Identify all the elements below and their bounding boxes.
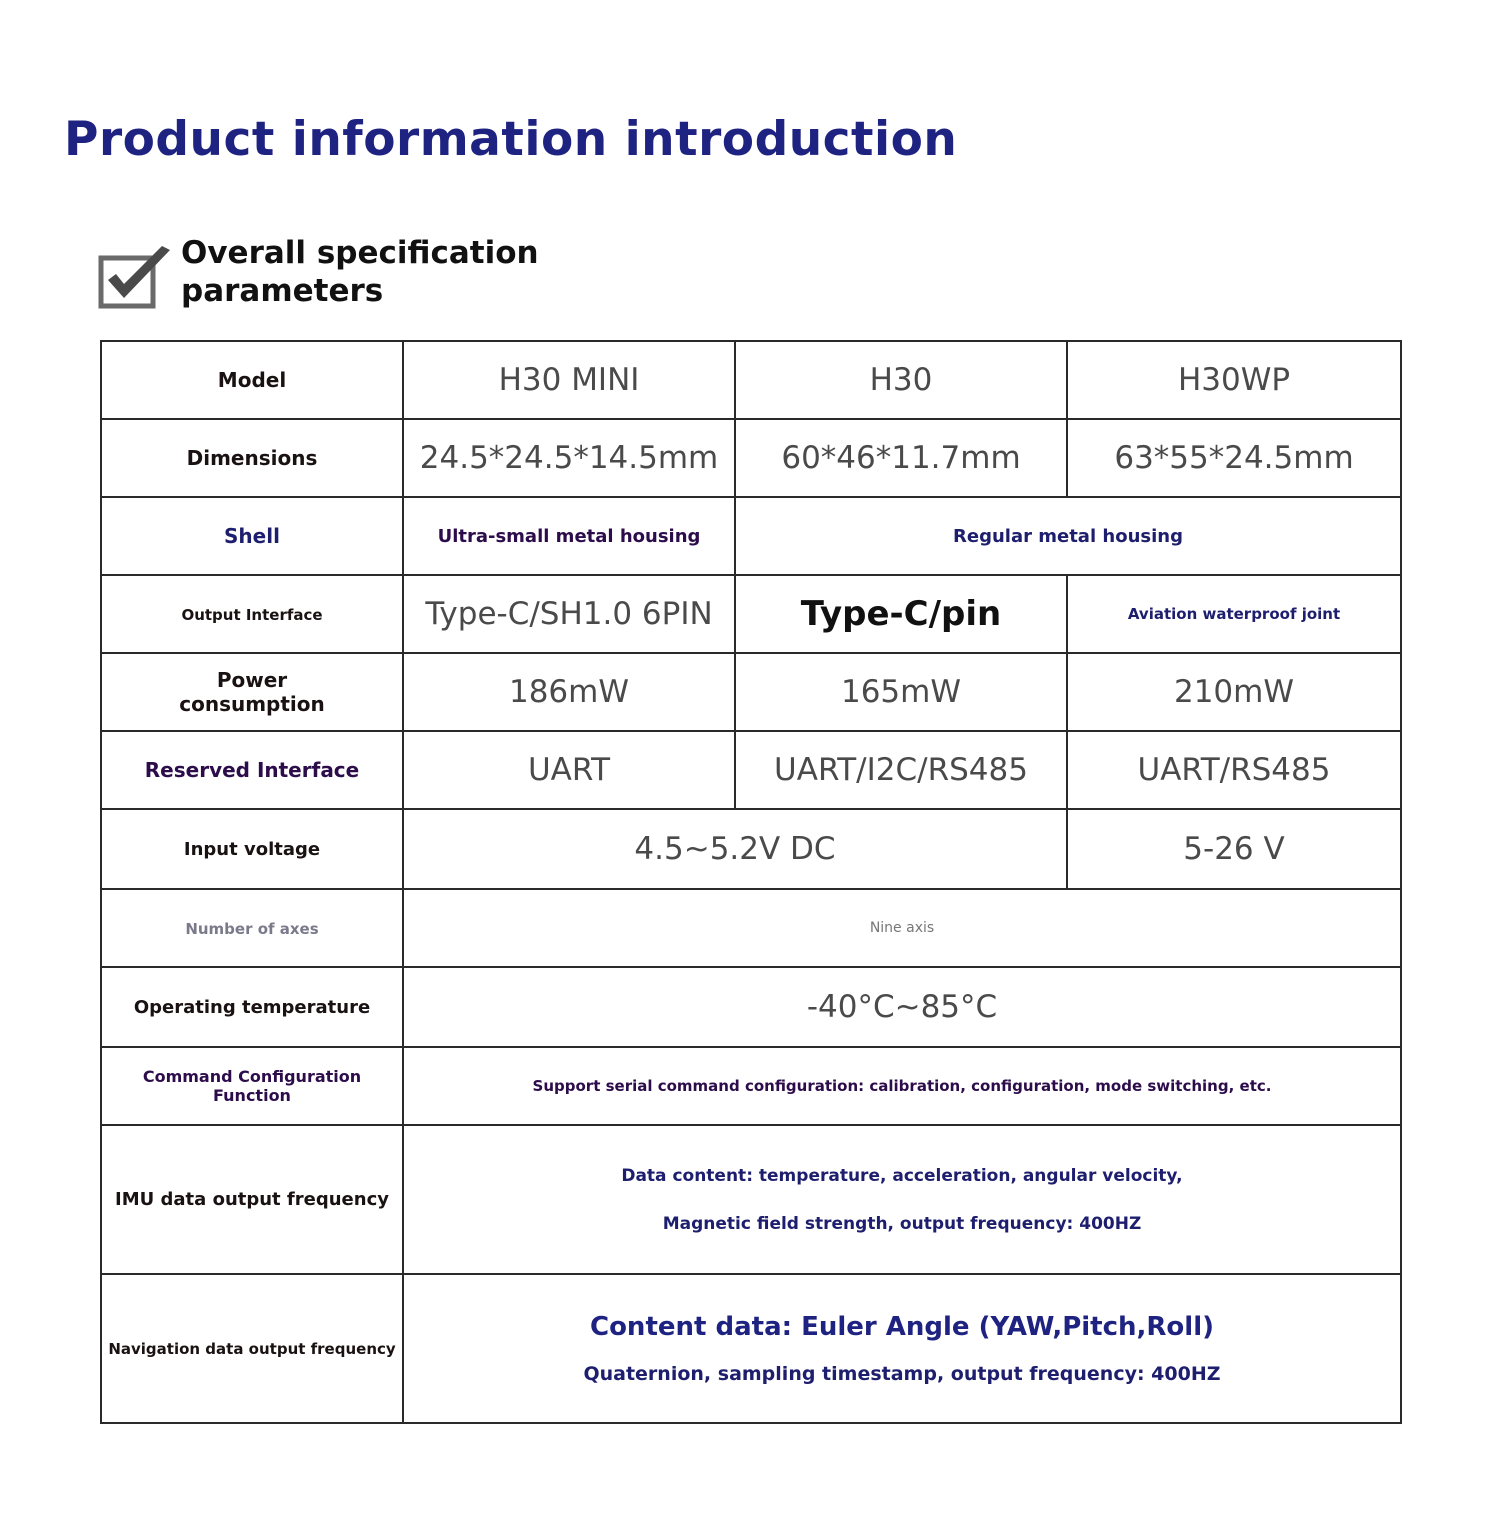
table-cell: Content data: Euler Angle (YAW,Pitch,Roll) Quaternion, sampling timestamp, output frequency: 400HZ <box>403 1274 1401 1423</box>
table-cell: 60*46*11.7mm <box>735 419 1067 497</box>
table-cell: 165mW <box>735 653 1067 731</box>
row-label: Input voltage <box>101 809 403 889</box>
table-cell: UART/I2C/RS485 <box>735 731 1067 809</box>
row-label: Shell <box>101 497 403 575</box>
row-label: Command Configuration Function <box>101 1047 403 1125</box>
table-cell: 5-26 V <box>1067 809 1401 889</box>
table-cell: 186mW <box>403 653 735 731</box>
table-cell: 63*55*24.5mm <box>1067 419 1401 497</box>
table-cell: 4.5~5.2V DC <box>403 809 1067 889</box>
table-row-model <box>101 341 1401 419</box>
table-row-output-interface <box>101 575 1401 653</box>
table-row-input-voltage <box>101 809 1401 889</box>
row-label: IMU data output frequency <box>101 1125 403 1274</box>
table-cell: Type-C/pin <box>735 575 1067 653</box>
checkbox-check-icon <box>98 242 174 310</box>
table-cell: Regular metal housing <box>735 497 1401 575</box>
table-cell: UART/RS485 <box>1067 731 1401 809</box>
row-label: Navigation data output frequency <box>101 1274 403 1423</box>
row-label: Number of axes <box>101 889 403 967</box>
section-title: Overall specification parameters <box>181 235 539 309</box>
row-label: Model <box>101 341 403 419</box>
row-label: Dimensions <box>101 419 403 497</box>
table-row-command <box>101 1047 1401 1125</box>
table-cell: 210mW <box>1067 653 1401 731</box>
table-row-shell <box>101 497 1401 575</box>
table-row-axes <box>101 889 1401 967</box>
table-cell: Aviation waterproof joint <box>1067 575 1401 653</box>
table-row-power <box>101 653 1401 731</box>
table-row-reserved-interface <box>101 731 1401 809</box>
table-row-imu <box>101 1125 1401 1274</box>
table-cell: 24.5*24.5*14.5mm <box>403 419 735 497</box>
row-label: Operating temperature <box>101 967 403 1047</box>
spec-table <box>100 340 1402 1424</box>
table-cell: Data content: temperature, acceleration, angular velocity, Magnetic field strength, output frequency: 400HZ <box>403 1125 1401 1274</box>
table-cell: H30 <box>735 341 1067 419</box>
table-cell: -40°C~85°C <box>403 967 1401 1047</box>
row-label: Output Interface <box>101 575 403 653</box>
table-row-dimensions <box>101 419 1401 497</box>
table-cell: H30WP <box>1067 341 1401 419</box>
table-row-navigation <box>101 1274 1401 1423</box>
table-cell: UART <box>403 731 735 809</box>
table-cell: Ultra-small metal housing <box>403 497 735 575</box>
table-cell: H30 MINI <box>403 341 735 419</box>
table-cell: Nine axis <box>403 889 1401 967</box>
row-label: Power consumption <box>101 653 403 731</box>
table-cell: Type-C/SH1.0 6PIN <box>403 575 735 653</box>
table-cell: Support serial command configuration: calibration, configuration, mode switching, etc. <box>403 1047 1401 1125</box>
row-label: Reserved Interface <box>101 731 403 809</box>
table-row-temperature <box>101 967 1401 1047</box>
page-title: Product information introduction <box>64 112 958 167</box>
